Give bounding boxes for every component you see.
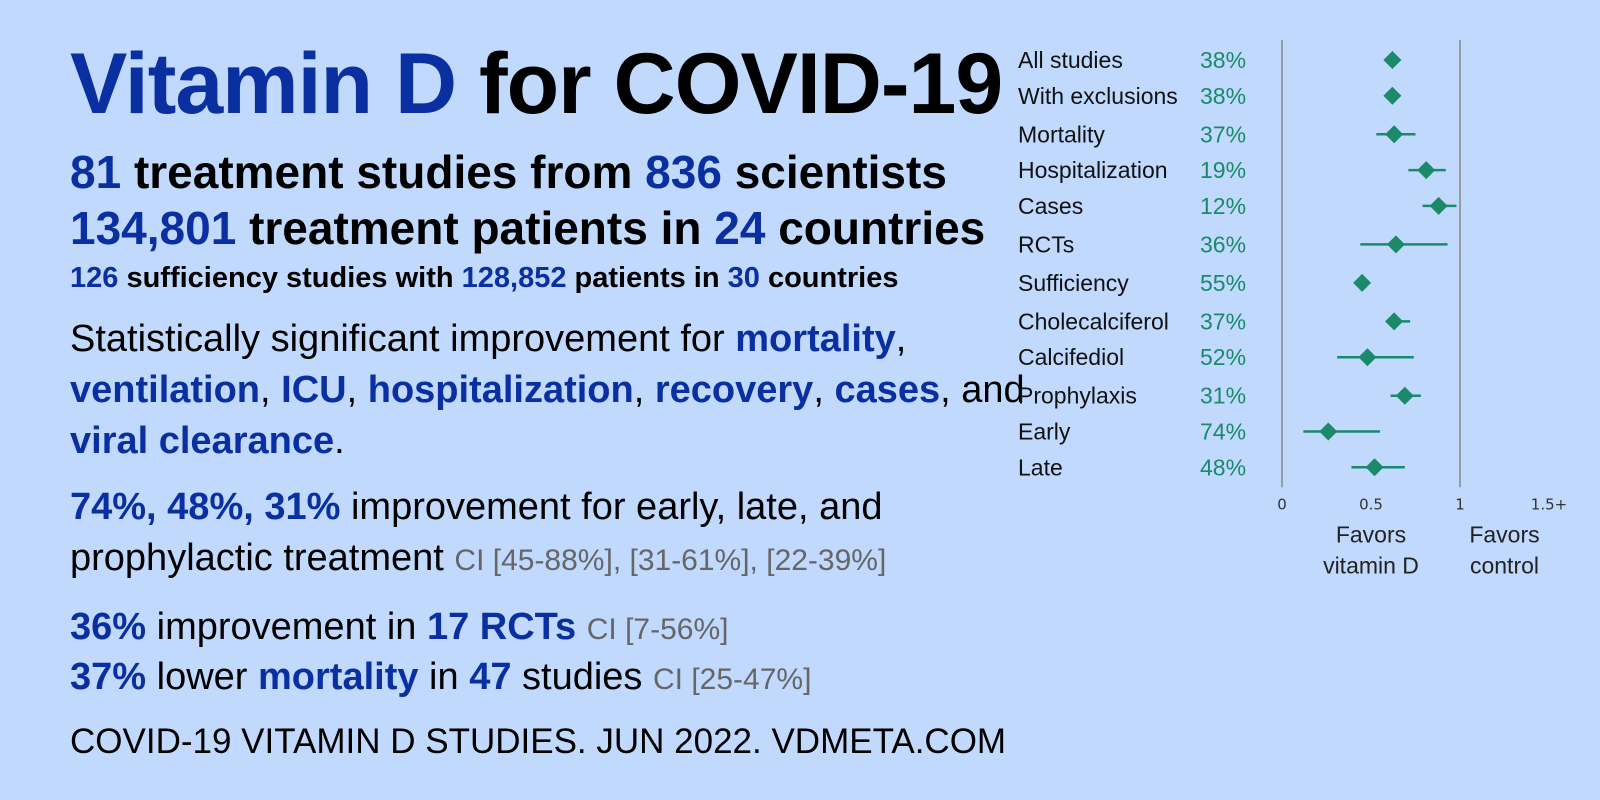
- row-percentage: 38%: [1200, 47, 1247, 73]
- row-percentage: 12%: [1200, 192, 1247, 219]
- separator: ,: [633, 369, 645, 411]
- significance-item: cases: [834, 369, 941, 411]
- sufficiency-studies-text: sufficiency studies with: [126, 262, 454, 294]
- row-label: Cholecalciferol: [1018, 308, 1169, 335]
- row-label: Sufficiency: [1018, 269, 1129, 296]
- significance-item: ICU: [281, 369, 347, 411]
- estimate-marker: [1385, 125, 1403, 143]
- treatment-studies-count: 81: [70, 146, 122, 198]
- estimate-marker: [1387, 235, 1405, 253]
- scientists-text: scientists: [734, 146, 947, 198]
- row-label: RCTs: [1018, 231, 1075, 258]
- rct-count: 17 RCTs: [426, 606, 577, 648]
- treatment-countries-count: 24: [714, 202, 766, 254]
- title-highlight: Vitamin D: [70, 36, 457, 132]
- separator: ,: [346, 369, 358, 411]
- scientists-count: 836: [645, 146, 722, 198]
- row-label: With exclusions: [1018, 82, 1178, 109]
- row-label: Cases: [1018, 192, 1084, 219]
- timing-paragraph: [70, 482, 1030, 586]
- mortality-pct: 37%: [70, 656, 147, 698]
- forest-plot-svg: [1000, 30, 1570, 770]
- rct-pct: 36%: [70, 606, 147, 648]
- significance-paragraph: [70, 314, 1030, 467]
- row-percentage: 37%: [1200, 121, 1247, 148]
- page-title: [70, 34, 1002, 134]
- rct-ci: CI [7-56%]: [586, 613, 729, 646]
- mortality-word: mortality: [258, 656, 419, 698]
- estimate-marker: [1358, 348, 1376, 366]
- sufficiency-countries-count: 30: [727, 262, 760, 294]
- separator: ,: [813, 369, 824, 411]
- mortality-text1: lower: [156, 656, 248, 698]
- row-percentage: 74%: [1200, 418, 1247, 445]
- timing-values: 74%, 48%, 31%: [70, 486, 341, 528]
- mortality-ci: CI [25-47%]: [653, 663, 812, 696]
- row-percentage: 48%: [1200, 454, 1247, 481]
- timing-ci: CI [45-88%], [31-61%], [22-39%]: [454, 544, 887, 577]
- estimate-marker: [1430, 197, 1448, 215]
- significance-item: mortality: [735, 318, 896, 360]
- significance-item: ventilation: [70, 369, 261, 411]
- forest-plot: [1000, 30, 1570, 770]
- estimate-marker: [1396, 387, 1414, 405]
- row-percentage: 19%: [1200, 157, 1247, 184]
- x-tick-label: 1.5+: [1530, 495, 1568, 514]
- treatment-studies-text: treatment studies from: [133, 146, 633, 198]
- mortality-count: 47: [469, 656, 512, 698]
- estimate-marker: [1383, 51, 1401, 69]
- row-label: Prophylaxis: [1018, 382, 1137, 409]
- row-label: Early: [1018, 418, 1071, 445]
- sufficiency-countries-text: countries: [767, 262, 899, 294]
- estimate-marker: [1385, 312, 1403, 330]
- x-tick-label: 0: [1277, 495, 1287, 514]
- sufficiency-patients-text: patients in: [574, 262, 720, 294]
- significance-intro: Statistically significant improvement for: [70, 318, 725, 360]
- estimate-marker: [1353, 274, 1371, 292]
- estimate-marker: [1383, 87, 1401, 105]
- estimate-marker: [1366, 458, 1384, 476]
- treatment-patients-count: 134,801: [70, 202, 237, 254]
- mortality-text2: in: [429, 656, 459, 698]
- row-percentage: 38%: [1200, 82, 1247, 109]
- favors-vitamin-d-label: Favors: [1335, 521, 1407, 548]
- favors-vitamin-d-label: vitamin D: [1323, 552, 1419, 579]
- row-label: Late: [1018, 454, 1063, 481]
- significance-and: and: [961, 369, 1025, 411]
- row-label: Mortality: [1018, 121, 1105, 148]
- favors-control-label: Favors: [1469, 521, 1540, 548]
- separator: ,: [940, 369, 951, 411]
- significance-item: viral clearance: [70, 420, 335, 462]
- row-percentage: 55%: [1200, 269, 1247, 296]
- treatment-countries-text: countries: [778, 202, 986, 254]
- sufficiency-line: [70, 261, 898, 295]
- title-rest: for COVID-19: [478, 36, 1003, 132]
- row-label: Hospitalization: [1018, 157, 1168, 184]
- timing-text: improvement for early, late, and prophylactic treatment: [70, 486, 883, 579]
- row-percentage: 52%: [1200, 344, 1247, 371]
- row-label: All studies: [1018, 47, 1123, 73]
- treatment-patients-line: [70, 202, 985, 254]
- mortality-text3: studies: [522, 656, 643, 698]
- estimate-marker: [1417, 161, 1435, 179]
- treatment-patients-text: treatment patients in: [249, 202, 702, 254]
- row-label: Calcifediol: [1018, 344, 1125, 371]
- treatment-studies-line: [70, 146, 947, 198]
- footer-text: COVID-19 VITAMIN D STUDIES. JUN 2022. VDMETA.COM: [70, 722, 1007, 761]
- row-percentage: 31%: [1200, 382, 1247, 409]
- sufficiency-studies-count: 126: [70, 262, 119, 294]
- row-percentage: 36%: [1200, 231, 1247, 258]
- estimate-marker: [1319, 423, 1337, 441]
- sufficiency-patients-count: 128,852: [461, 262, 567, 294]
- x-tick-label: 1: [1455, 495, 1465, 514]
- x-tick-label: 0.5: [1359, 495, 1383, 514]
- favors-control-label: control: [1469, 552, 1540, 579]
- rct-text: improvement in: [156, 606, 417, 648]
- separator: ,: [895, 318, 907, 360]
- mortality-line: [70, 652, 811, 705]
- separator: ,: [260, 369, 271, 411]
- significance-end: .: [334, 420, 345, 462]
- significance-item: hospitalization: [367, 369, 634, 411]
- rct-line: [70, 602, 729, 655]
- significance-item: recovery: [654, 369, 814, 411]
- row-percentage: 37%: [1200, 308, 1247, 335]
